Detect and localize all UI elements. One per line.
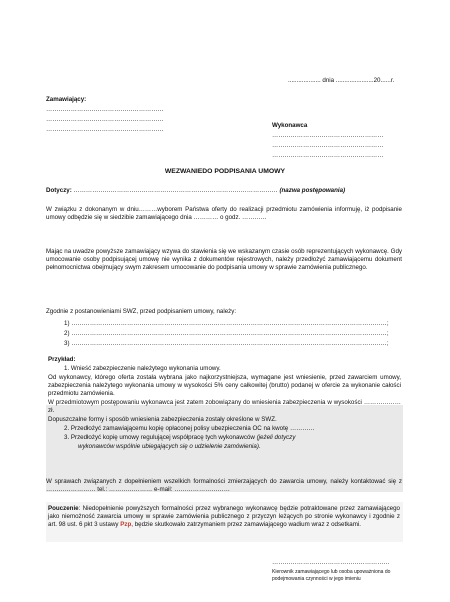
dotyczy-label: Dotyczy: bbox=[46, 187, 72, 194]
date-line: ................... dnia ......................20......r. bbox=[288, 77, 395, 84]
example-item-3-cont: wykonawców wspólnie ubiegających się o udzielenie zamówienia). bbox=[78, 443, 261, 450]
dotyczy-dots: ……………………………………………………………………………………… bbox=[71, 187, 280, 194]
paragraph-representation: Mając na uwadze powyższe zamawiający wzywa do stawienia się we wskazanym czasie osób reprezentujących wykonawcę. Gdy umocowanie osoby podpisującej umowę nie wynika z dokumentów rejestrowych, należy przedłożyć zamawiającemu dokument pełnomocnictwa obejmujący swym zakresem umocowanie do podpisania umowy w sprawie zamówienia publicznego. bbox=[46, 248, 402, 272]
signature-caption-2: podejmowania czynności w jego imieniu bbox=[272, 576, 361, 582]
wykonawca-line: ……………………………………………… bbox=[272, 142, 384, 149]
dotyczy-row bbox=[46, 187, 345, 195]
example-item-3: 3. Przedłożyć kopię umowy regulującej współpracę tych wykonawców (jeżeli dotyczy bbox=[64, 434, 296, 441]
example-text-2: W przedmiotowym postępowaniu wykonawca jest zatem zobowiązany do wniesienia zabezpieczenia w wysokości ……………… zł. bbox=[48, 399, 401, 415]
dotyczy-note: (nazwa postępowania) bbox=[279, 187, 346, 194]
example-text-1: Od wykonawcy, którego oferta została wybrana jako najkorzystniejsza, wymagane jest wniesienie, przed zawarciem umowy, zabezpieczenia należytego wykonania umowy w wysokości 5% ceny całkowitej (brutto) podanej w ofercie za wykonanie całości przedmiotu zamówienia. bbox=[48, 374, 401, 398]
zamawiajacy-line: ………………………………………………… bbox=[46, 116, 164, 123]
example-item-1: 1. Wnieść zabezpieczenie należytego wykonania umowy. bbox=[64, 365, 221, 372]
list-item: 1) ………………………………………………………………………………………………………………………………………; bbox=[64, 320, 389, 327]
example-label: Przykład: bbox=[48, 356, 76, 363]
zamawiajacy-line: ………………………………………………… bbox=[46, 126, 164, 133]
document-title: WEZWANIEDO PODPISANIA UMOWY bbox=[164, 168, 286, 175]
example-text-3: Dopuszczalne formy i sposób wniesienia zabezpieczenia zostały określone w SWZ. bbox=[48, 416, 277, 423]
paragraph-selection: W związku z dokonanym w dniu………wyborem Państwa oferty do realizacji przedmiotu zamówienia informuję, iż podpisanie umowy odbędzie się w siedzibie zamawiającego dnia ………… o godz. ………… bbox=[46, 206, 402, 222]
example-item-2: 2. Przedłożyć zamawiającemu kopię opłaconej polisy ubezpieczenia OC na kwotę ………… bbox=[64, 425, 315, 432]
wykonawca-line: ……………………………………………… bbox=[272, 152, 384, 159]
signature-dots: ………………………………………………… bbox=[272, 559, 390, 566]
list-item: 3) ………………………………………………………………………………………………………………………………………; bbox=[64, 340, 389, 347]
zamawiajacy-line: ………………………………………………… bbox=[46, 106, 164, 113]
paragraph-contact: W sprawach związanych z dopełnieniem wszelkich formalności zmierzających do zawarcia umowy, należy kontaktować się z …………………… tel.: ………………… e-mail: ……………………… bbox=[46, 478, 402, 494]
list-item: 2) ………………………………………………………………………………………………………………………………………; bbox=[64, 330, 389, 337]
pouczenie-text: Pouczenie: Niedopełnienie powyższych formalności przez wybranego wykonawcę będzie potraktowane przez zamawiającego jako niemożność zawarcia umowy w sprawie zamówienia publicznego z przyczyn leżących po stronie wykonawcy i zgodnie z art. 98 ust. 6 pkt 3 ustawy Pzp, będzie skutkowało zatrzymaniem przez zamawiającego wadium wraz z odsetkami. bbox=[48, 505, 400, 529]
paragraph-requirements: Zgodnie z postanowieniami SWZ, przed podpisaniem umowy, należy: bbox=[46, 308, 237, 315]
wykonawca-line: ……………………………………………… bbox=[272, 132, 384, 139]
signature-caption-1: Kierownik zamawiającego lub osoba upoważniona do bbox=[272, 569, 391, 575]
wykonawca-label: Wykonawca bbox=[272, 122, 308, 129]
zamawiajacy-label: Zamawiający: bbox=[46, 96, 87, 103]
